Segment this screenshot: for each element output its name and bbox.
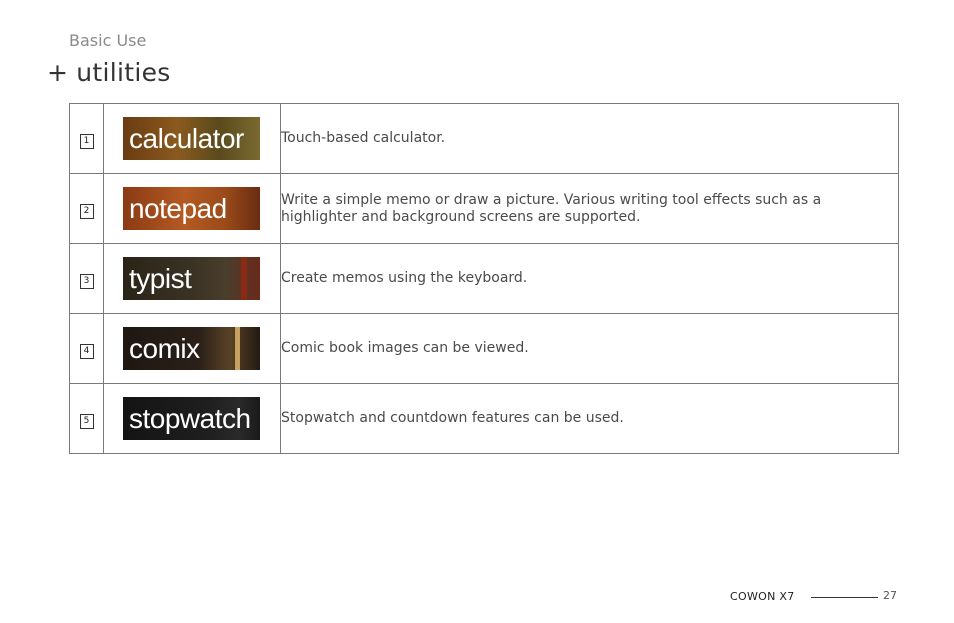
table-row <box>70 104 899 174</box>
row-number-cell <box>70 314 104 384</box>
table-row <box>70 244 899 314</box>
table-row <box>70 384 899 454</box>
thumbnail-label: notepad <box>129 192 227 224</box>
heading-plus-marker: + <box>47 58 69 87</box>
row-number-cell <box>70 104 104 174</box>
page-title <box>47 58 171 87</box>
table-row <box>70 174 899 244</box>
utilities-table <box>69 103 899 454</box>
row-number-cell <box>70 244 104 314</box>
typist-app-thumbnail <box>123 257 260 300</box>
section-label: Basic Use <box>69 31 147 50</box>
page-number: 27 <box>883 589 897 602</box>
thumbnail-cell <box>104 104 281 174</box>
thumbnail-decoration <box>235 327 240 370</box>
thumbnail-decoration <box>241 257 247 300</box>
stopwatch-app-thumbnail <box>123 397 260 440</box>
thumbnail-cell <box>104 314 281 384</box>
row-number: 1 <box>80 134 94 149</box>
thumbnail-cell <box>104 244 281 314</box>
row-number: 3 <box>80 274 94 289</box>
row-description: Touch-based calculator. <box>281 104 899 174</box>
page-title-text: utilities <box>76 58 171 87</box>
row-number: 2 <box>80 204 94 219</box>
thumbnail-cell <box>104 384 281 454</box>
row-number: 5 <box>80 414 94 429</box>
thumbnail-label: stopwatch <box>129 402 251 434</box>
thumbnail-label: typist <box>129 262 192 294</box>
calculator-app-thumbnail <box>123 117 260 160</box>
row-description: Stopwatch and countdown features can be used. <box>281 384 899 454</box>
row-number-cell <box>70 174 104 244</box>
footer-brand: COWON X7 <box>730 590 795 603</box>
footer-divider <box>811 597 878 598</box>
thumbnail-label: comix <box>129 332 200 364</box>
row-number: 4 <box>80 344 94 359</box>
table-row <box>70 314 899 384</box>
row-description: Write a simple memo or draw a picture. Various writing tool effects such as a highlighter and background screens are supported. <box>281 174 899 244</box>
row-number-cell <box>70 384 104 454</box>
row-description: Create memos using the keyboard. <box>281 244 899 314</box>
thumbnail-label: calculator <box>129 122 244 154</box>
thumbnail-cell <box>104 174 281 244</box>
notepad-app-thumbnail <box>123 187 260 230</box>
row-description: Comic book images can be viewed. <box>281 314 899 384</box>
comix-app-thumbnail <box>123 327 260 370</box>
